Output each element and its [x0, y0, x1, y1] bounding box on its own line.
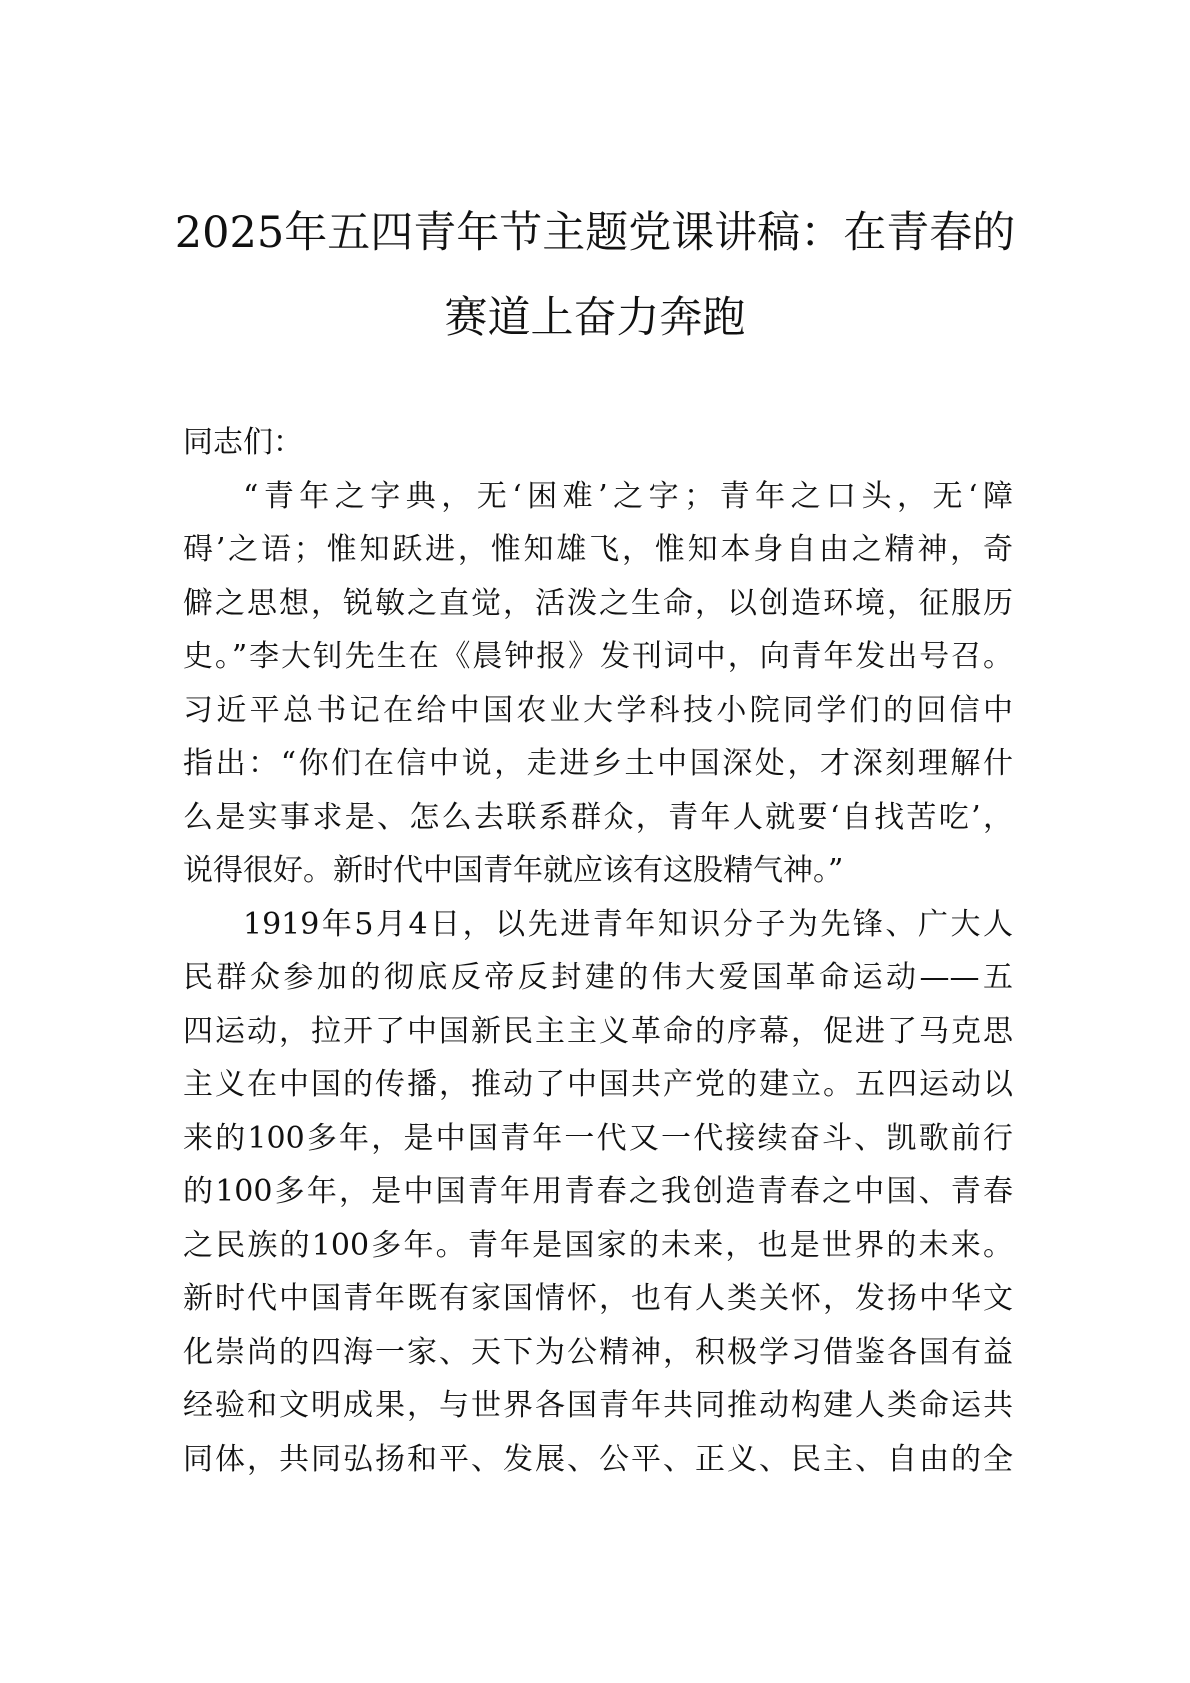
- paragraph-line: 习近平总书记在给中国农业大学科技小院同学们的回信中: [183, 692, 1013, 728]
- paragraph-line: 同体，共同弘扬和平、发展、公平、正义、民主、自由的全: [183, 1441, 1013, 1477]
- paragraph-line: 1919年5月4日，以先进青年知识分子为先锋、广大人: [243, 906, 1013, 942]
- paragraph-line: 四运动，拉开了中国新民主主义革命的序幕，促进了马克思: [183, 1013, 1013, 1049]
- paragraph-line: 民群众参加的彻底反帝反封建的伟大爱国革命运动——五: [183, 960, 1013, 995]
- document-body: [183, 416, 1013, 1486]
- paragraph-1: [183, 470, 1013, 898]
- salutation: 同志们：: [183, 425, 303, 460]
- paragraph-line: 化崇尚的四海一家、天下为公精神，积极学习借鉴各国有益: [183, 1334, 1013, 1370]
- paragraph-line: 指出：“你们在信中说，走进乡土中国深处，才深刻理解什: [183, 746, 1013, 781]
- paragraph-line: 么是实事求是、怎么去联系群众，青年人就要‘自找苦吃’，: [183, 799, 1013, 835]
- paragraph-2: [183, 898, 1013, 1487]
- paragraph-line: “青年之字典，无‘困难’之字；青年之口头，无‘障: [243, 478, 1013, 514]
- document-title-line-1: 2025年五四青年节主题党课讲稿：在青春的: [174, 208, 1016, 258]
- paragraph-line: 之民族的100多年。青年是国家的未来，也是世界的未来。: [183, 1227, 1013, 1263]
- paragraph-line: 经验和文明成果，与世界各国青年共同推动构建人类命运共: [183, 1388, 1013, 1423]
- paragraph-line: 来的100多年，是中国青年一代又一代接续奋斗、凯歌前行: [183, 1120, 1013, 1156]
- paragraph-line: 的100多年，是中国青年用青春之我创造青春之中国、青春: [183, 1174, 1013, 1209]
- paragraph-line: 说得很好。新时代中国青年就应该有这股精气神。”: [183, 853, 844, 888]
- paragraph-line: 主义在中国的传播，推动了中国共产党的建立。五四运动以: [183, 1067, 1013, 1102]
- paragraph-line: 史。”李大钊先生在《晨钟报》发刊词中，向青年发出号召。: [183, 639, 1013, 674]
- paragraph-line: 碍’之语；惟知跃进，惟知雄飞，惟知本身自由之精神，奇: [183, 532, 1013, 567]
- paragraph-line: 新时代中国青年既有家国情怀，也有人类关怀，发扬中华文: [183, 1281, 1013, 1316]
- paragraph-line: 僻之思想，锐敏之直觉，活泼之生命，以创造环境，征服历: [183, 585, 1013, 621]
- document-title-line-2: 赛道上奋力奔跑: [444, 293, 746, 343]
